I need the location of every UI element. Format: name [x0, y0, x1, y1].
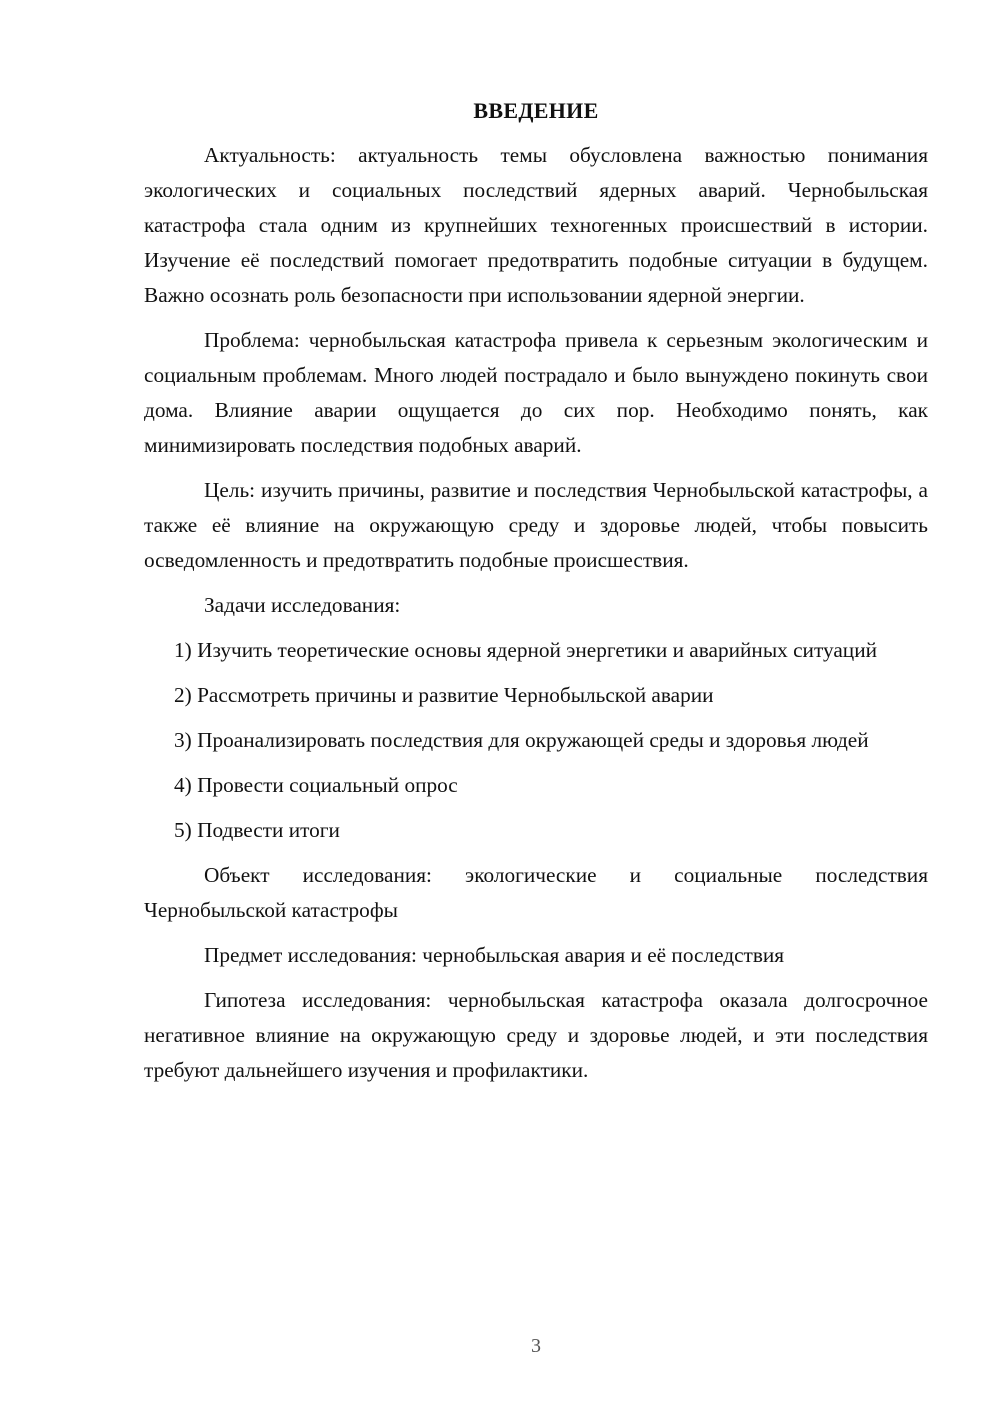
page-number: 3: [531, 1335, 541, 1357]
task-item-4: 4) Провести социальный опрос: [174, 773, 458, 797]
goal-paragraph: Цель: изучить причины, развитие и последствия Чернобыльской катастрофы, а также её влияние на окружающую среду и здоровье людей, чтобы повысить осведомленность и предотвратить подобные происшествия.: [144, 478, 928, 572]
tasks-heading: Задачи исследования:: [204, 593, 401, 617]
task-item-5: 5) Подвести итоги: [174, 818, 340, 842]
page-content: [144, 94, 928, 1098]
relevance-paragraph: Актуальность: актуальность темы обусловлена важностью понимания экологических и социальных последствий ядерных аварий. Чернобыльская катастрофа стала одним из крупнейших техногенных происшествий в истории. Изучение её последствий помогает предотвратить подобные ситуации в будущем. Важно осознать роль безопасности при использовании ядерной энергии.: [144, 143, 928, 307]
object-paragraph: Объект исследования: экологические и социальные последствия Чернобыльской катастрофы: [144, 863, 928, 922]
task-item-2: 2) Рассмотреть причины и развитие Чернобыльской аварии: [174, 683, 714, 707]
section-title: ВВЕДЕНИЕ: [473, 98, 599, 123]
tasks-list: [144, 633, 928, 848]
hypothesis-paragraph: Гипотеза исследования: чернобыльская катастрофа оказала долгосрочное негативное влияние на окружающую среду и здоровье людей, и эти последствия требуют дальнейшего изучения и профилактики.: [144, 988, 928, 1082]
task-item-3: 3) Проанализировать последствия для окружающей среды и здоровья людей: [174, 728, 869, 752]
problem-paragraph: Проблема: чернобыльская катастрофа привела к серьезным экологическим и социальным проблемам. Много людей пострадало и было вынуждено покинуть свои дома. Влияние аварии ощущается до сих пор. Необходимо понять, как минимизировать последствия подобных аварий.: [144, 328, 928, 457]
task-item-1: 1) Изучить теоретические основы ядерной энергетики и аварийных ситуаций: [174, 638, 877, 662]
subject-paragraph: Предмет исследования: чернобыльская авария и её последствия: [204, 943, 785, 967]
